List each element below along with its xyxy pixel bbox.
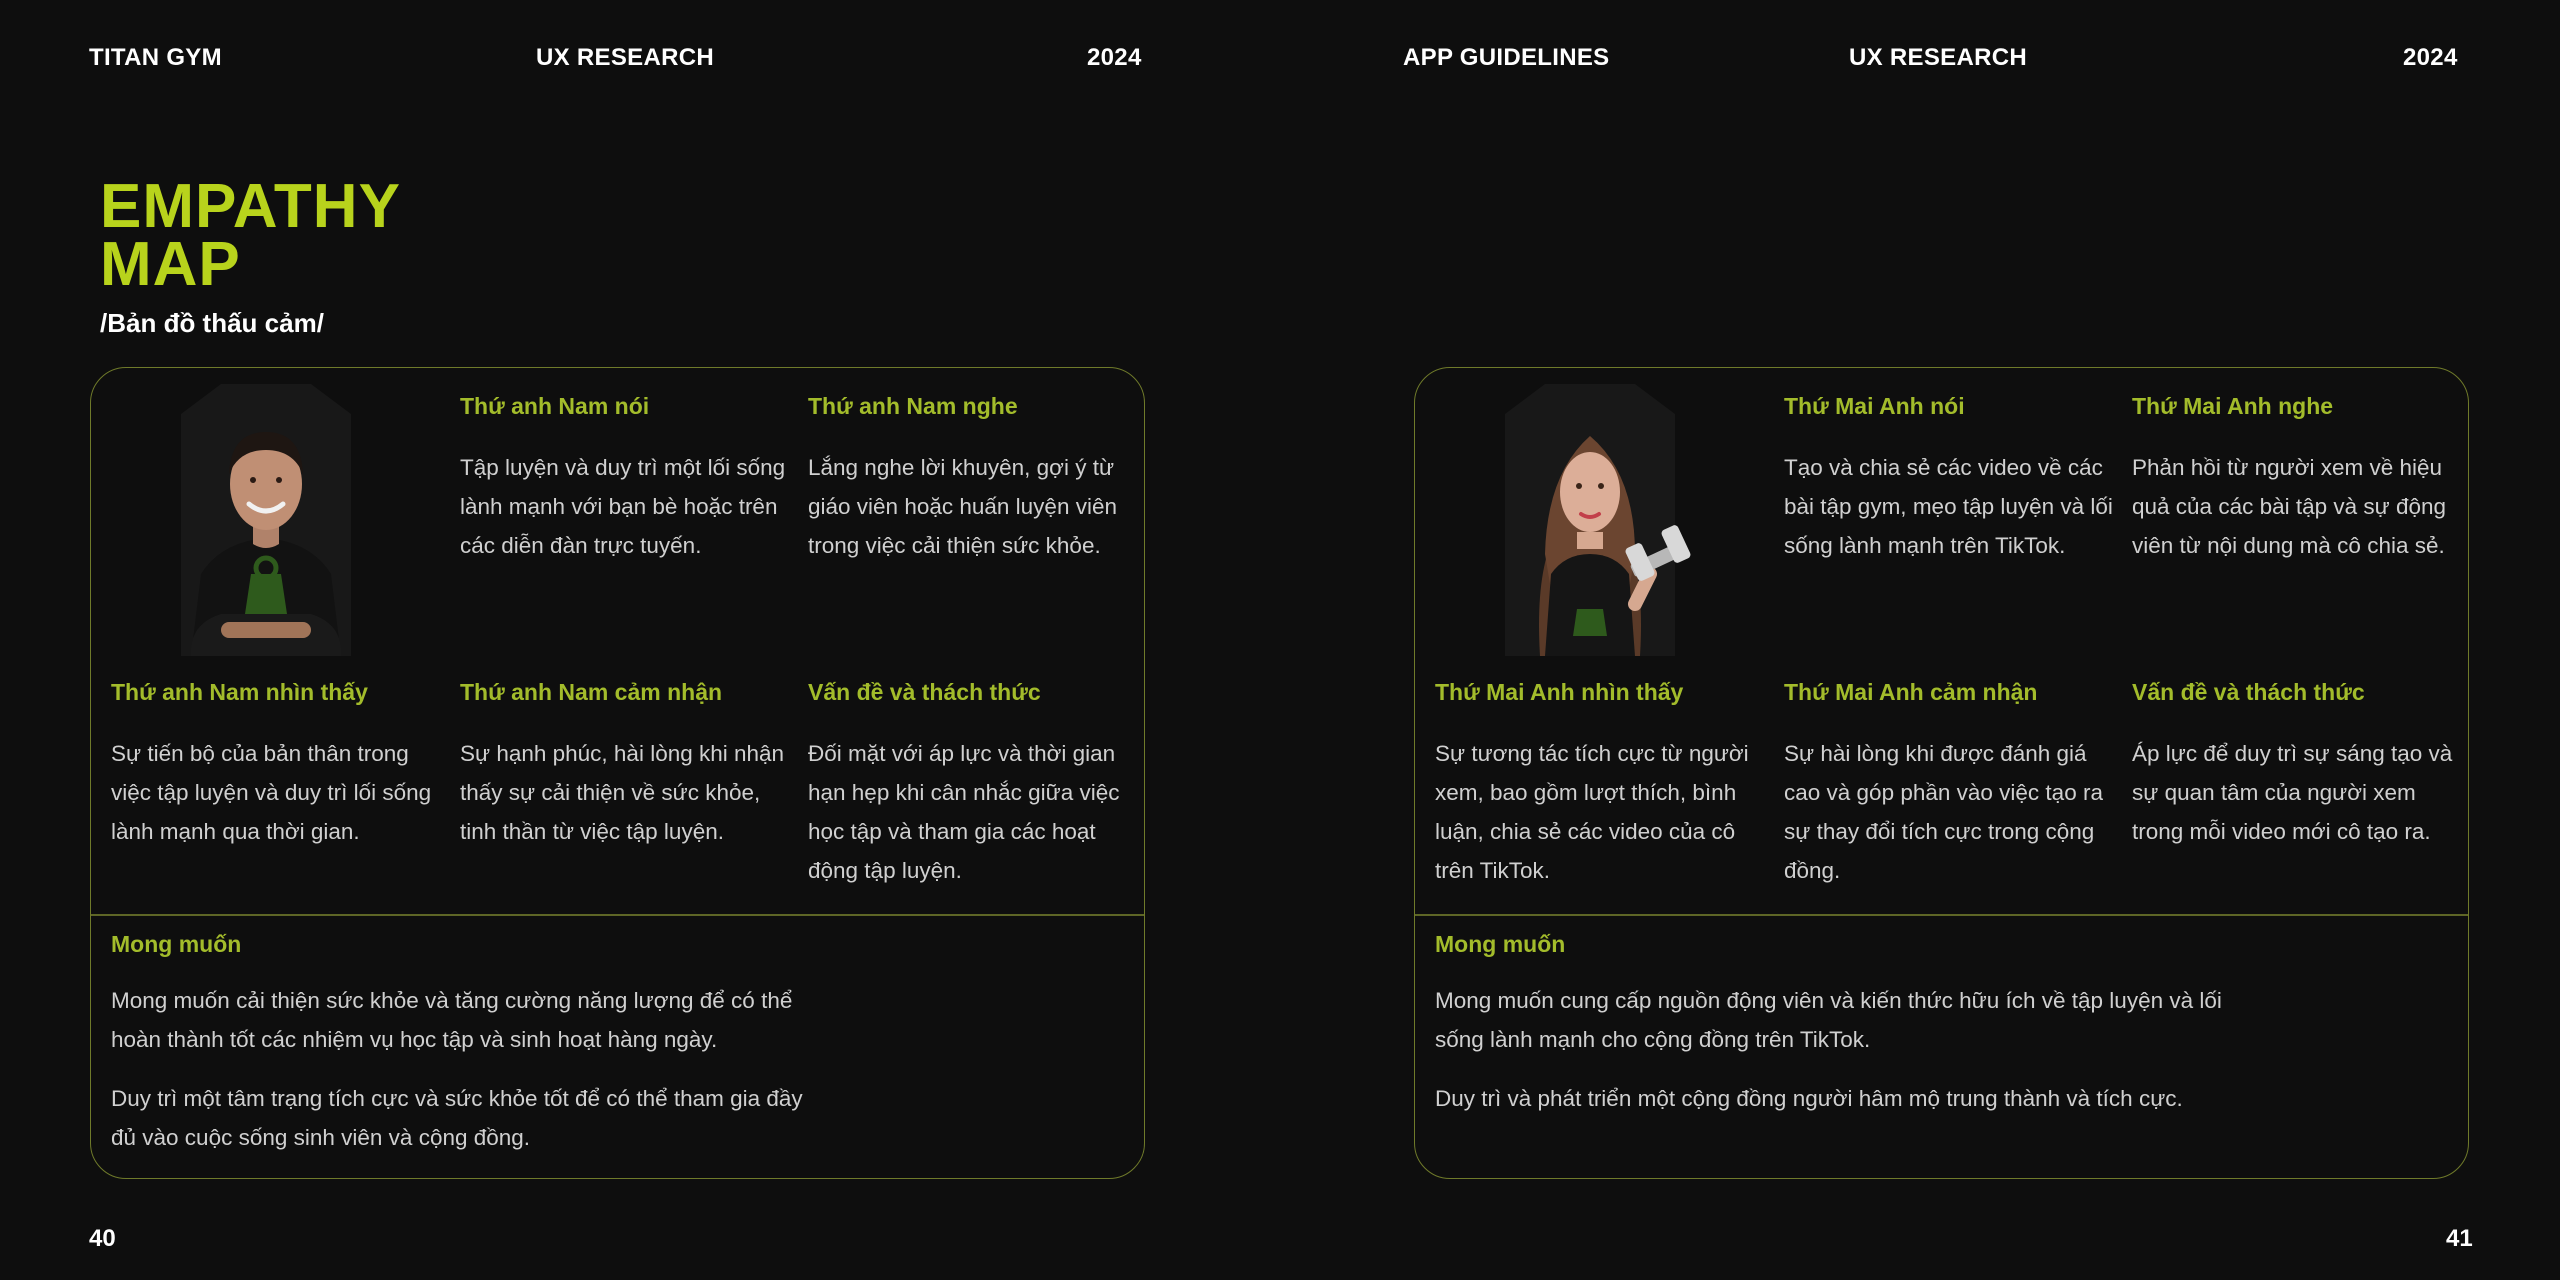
sees-title: Thứ Mai Anh nhìn thấy: [1435, 679, 1684, 705]
hears-title: Thứ anh Nam nghe: [808, 393, 1018, 419]
desire-section: [1435, 929, 2235, 1118]
sees-section: [111, 677, 441, 851]
feels-title: Thứ Mai Anh cảm nhận: [1784, 679, 2038, 705]
empathy-card-mai-anh: [1414, 367, 2469, 1179]
sees-text: Sự tương tác tích cực từ người xem, bao gồm lượt thích, bình luận, chia sẻ các video của cô trên TikTok.: [1435, 741, 1749, 883]
hears-section: [2132, 391, 2462, 565]
card-divider: [1415, 914, 2468, 916]
feels-section: [1784, 677, 2114, 890]
sees-section: [1435, 677, 1765, 890]
persona-photo-nam: [161, 374, 371, 656]
says-text: Tạo và chia sẻ các video về các bài tập gym, mẹo tập luyện và lối sống lành mạnh trên TikTok.: [1784, 455, 2113, 558]
desire-paragraph-1: Mong muốn cung cấp nguồn động viên và kiến thức hữu ích về tập luyện và lối sống lành mạnh cho cộng đồng trên TikTok.: [1435, 988, 2222, 1052]
desire-section: [111, 929, 831, 1157]
feels-title: Thứ anh Nam cảm nhận: [460, 679, 723, 705]
hears-text: Lắng nghe lời khuyên, gợi ý từ giáo viên hoặc huấn luyện viên trong việc cải thiện sức khỏe.: [808, 455, 1117, 558]
says-title: Thứ anh Nam nói: [460, 393, 650, 419]
header-section-right: UX RESEARCH: [1849, 44, 2027, 71]
challenges-title: Vấn đề và thách thức: [808, 679, 1041, 705]
page-number-left: 40: [89, 1225, 116, 1252]
challenges-section: [2132, 677, 2462, 851]
says-title: Thứ Mai Anh nói: [1784, 393, 1965, 419]
desire-paragraph-2: Duy trì một tâm trạng tích cực và sức khỏe tốt để có thể tham gia đầy đủ vào cuộc sống sinh viên và cộng đồng.: [111, 1086, 803, 1150]
persona-photo-mai-anh: [1485, 374, 1695, 656]
persona-man-icon: [161, 374, 371, 656]
sees-text: Sự tiến bộ của bản thân trong việc tập luyện và duy trì lối sống lành mạnh qua thời gian.: [111, 741, 432, 844]
challenges-text: Áp lực để duy trì sự sáng tạo và sự quan tâm của người xem trong mỗi video mới cô tạo ra.: [2132, 741, 2453, 844]
sees-title: Thứ anh Nam nhìn thấy: [111, 679, 368, 705]
header-year-left: 2024: [1087, 44, 1142, 71]
challenges-text: Đối mặt với áp lực và thời gian hạn hẹp khi cân nhắc giữa việc học tập và tham gia các hoạt động tập luyện.: [808, 741, 1120, 883]
hears-section: [808, 391, 1138, 565]
desire-title: Mong muốn: [1435, 931, 1566, 957]
hears-text: Phản hồi từ người xem về hiệu quả của các bài tập và sự động viên từ nội dung mà cô chia sẻ.: [2132, 455, 2447, 558]
feels-text: Sự hài lòng khi được đánh giá cao và góp phần vào việc tạo ra sự thay đổi tích cực trong cộng đồng.: [1784, 741, 2103, 883]
page-title: [100, 172, 401, 299]
header-brand-right: APP GUIDELINES: [1403, 44, 1610, 71]
challenges-title: Vấn đề và thách thức: [2132, 679, 2365, 705]
desire-paragraph-1: Mong muốn cải thiện sức khỏe và tăng cường năng lượng để có thể hoàn thành tốt các nhiệm vụ học tập và sinh hoạt hàng ngày.: [111, 988, 793, 1052]
says-section: [460, 391, 790, 565]
says-section: [1784, 391, 2114, 565]
says-text: Tập luyện và duy trì một lối sống lành mạnh với bạn bè hoặc trên các diễn đàn trực tuyến.: [460, 455, 786, 558]
header-brand-left: TITAN GYM: [89, 44, 222, 71]
desire-paragraph-2: Duy trì và phát triển một cộng đồng người hâm mộ trung thành và tích cực.: [1435, 1086, 2183, 1111]
empathy-card-nam: [90, 367, 1145, 1179]
challenges-section: [808, 677, 1138, 890]
page-subtitle: /Bản đồ thấu cảm/: [100, 308, 324, 338]
feels-text: Sự hạnh phúc, hài lòng khi nhận thấy sự cải thiện về sức khỏe, tinh thần từ việc tập luyện.: [460, 741, 785, 844]
header-section-left: UX RESEARCH: [536, 44, 714, 71]
page-number-right: 41: [2446, 1225, 2473, 1252]
header-year-right: 2024: [2403, 44, 2458, 71]
feels-section: [460, 677, 790, 851]
card-divider: [91, 914, 1144, 916]
desire-title: Mong muốn: [111, 931, 242, 957]
page-title-line1: EMPATHY: [100, 172, 401, 241]
hears-title: Thứ Mai Anh nghe: [2132, 393, 2334, 419]
persona-woman-icon: [1485, 374, 1695, 656]
page-title-line2: MAP: [100, 230, 241, 299]
